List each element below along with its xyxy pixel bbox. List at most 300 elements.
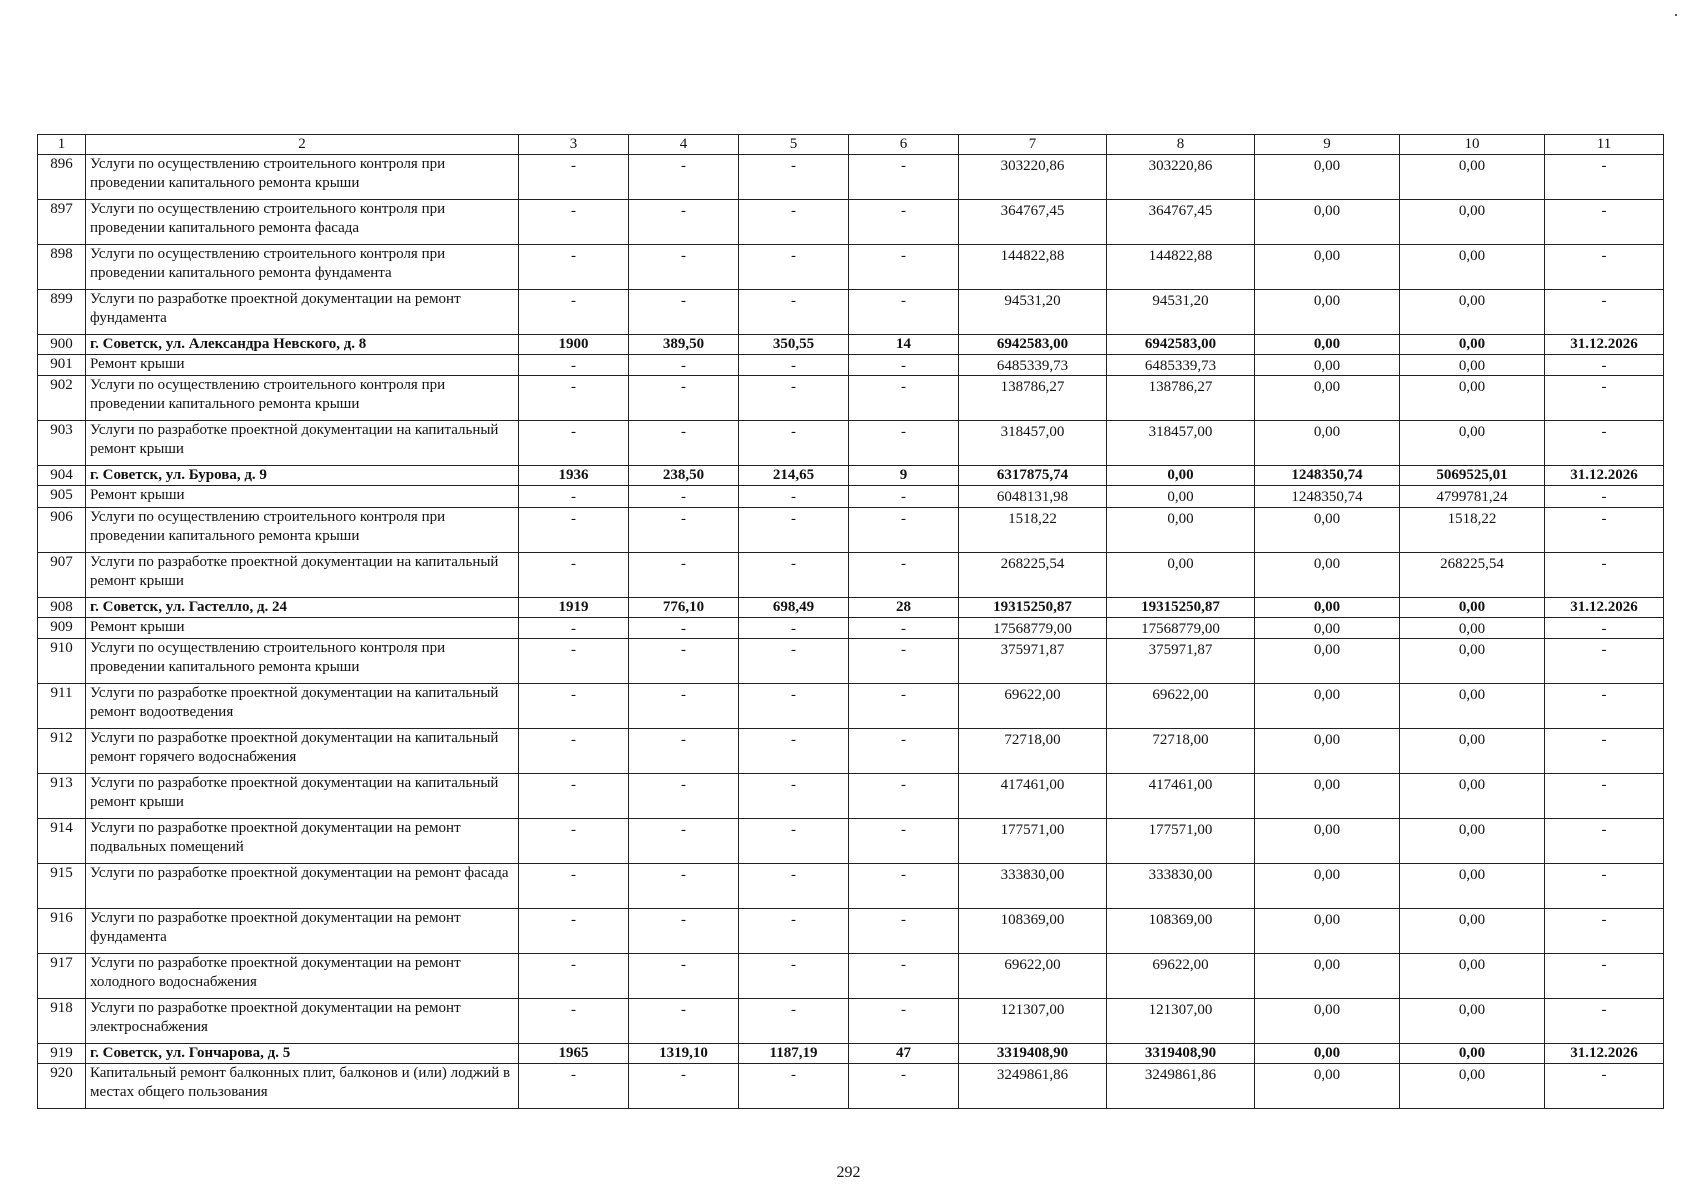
cell-col-3: -	[519, 729, 629, 774]
cell-col-7: 303220,86	[959, 154, 1107, 199]
cell-col-10: 0,00	[1400, 244, 1545, 289]
cell-col-4: -	[629, 376, 739, 421]
table-row	[38, 909, 1664, 954]
cell-row-number: 916	[38, 909, 86, 954]
cell-col-7: 3249861,86	[959, 1064, 1107, 1109]
cell-row-number: 911	[38, 684, 86, 729]
cell-col-9: 0,00	[1255, 334, 1400, 354]
table-row	[38, 244, 1664, 289]
cell-col-7: 177571,00	[959, 819, 1107, 864]
cell-work-description: Услуги по разработке проектной документации на ремонт фундамента	[86, 909, 519, 954]
cell-col-5: -	[739, 864, 849, 909]
cell-col-11: -	[1545, 376, 1664, 421]
cell-row-number: 901	[38, 354, 86, 376]
cell-col-5: -	[739, 552, 849, 597]
cell-col-11: -	[1545, 244, 1664, 289]
cell-work-description: Услуги по осуществлению строительного контроля при проведении капитального ремонта фундамента	[86, 244, 519, 289]
cell-col-9: 0,00	[1255, 729, 1400, 774]
cell-col-7: 364767,45	[959, 199, 1107, 244]
cell-col-3: -	[519, 199, 629, 244]
cell-col-11: -	[1545, 486, 1664, 508]
header-work-description: 2	[86, 135, 519, 155]
cell-col-8: 3249861,86	[1107, 1064, 1255, 1109]
cell-col-7: 417461,00	[959, 774, 1107, 819]
cell-col-8: 333830,00	[1107, 864, 1255, 909]
cell-col-8: 6485339,73	[1107, 354, 1255, 376]
table-row	[38, 774, 1664, 819]
cell-col-11: -	[1545, 617, 1664, 639]
cell-col-10: 5069525,01	[1400, 466, 1545, 486]
cell-col-4: -	[629, 289, 739, 334]
header-col-10: 10	[1400, 135, 1545, 155]
cell-col-4: -	[629, 954, 739, 999]
cell-col-8: 3319408,90	[1107, 1044, 1255, 1064]
cell-col-3: -	[519, 954, 629, 999]
cell-work-description: Услуги по разработке проектной документации на капитальный ремонт крыши	[86, 421, 519, 466]
cell-col-3: -	[519, 289, 629, 334]
cell-col-5: -	[739, 289, 849, 334]
cell-work-description: Услуги по осуществлению строительного контроля при проведении капитального ремонта крыши	[86, 154, 519, 199]
cell-col-10: 0,00	[1400, 354, 1545, 376]
cell-col-9: 0,00	[1255, 954, 1400, 999]
cell-col-3: -	[519, 909, 629, 954]
header-col-4: 4	[629, 135, 739, 155]
cell-col-4: -	[629, 552, 739, 597]
cell-col-6: -	[849, 376, 959, 421]
cell-col-4: 776,10	[629, 597, 739, 617]
cell-col-3: 1900	[519, 334, 629, 354]
cell-row-number: 912	[38, 729, 86, 774]
cell-col-3: -	[519, 999, 629, 1044]
cell-col-6: -	[849, 999, 959, 1044]
cell-col-8: 0,00	[1107, 507, 1255, 552]
cell-col-10: 0,00	[1400, 1064, 1545, 1109]
cell-col-5: -	[739, 774, 849, 819]
table-row	[38, 507, 1664, 552]
cell-col-4: -	[629, 507, 739, 552]
cell-col-8: 417461,00	[1107, 774, 1255, 819]
cell-col-5: -	[739, 729, 849, 774]
cell-col-5: 698,49	[739, 597, 849, 617]
cell-col-8: 69622,00	[1107, 684, 1255, 729]
cell-col-8: 375971,87	[1107, 639, 1255, 684]
cell-col-11: 31.12.2026	[1545, 1044, 1664, 1064]
cell-col-11: 31.12.2026	[1545, 466, 1664, 486]
cell-work-description: Ремонт крыши	[86, 486, 519, 508]
cell-col-8: 138786,27	[1107, 376, 1255, 421]
cell-col-11: -	[1545, 507, 1664, 552]
cell-work-description: Услуги по разработке проектной документации на ремонт электроснабжения	[86, 999, 519, 1044]
cell-col-11: -	[1545, 864, 1664, 909]
cell-col-4: -	[629, 486, 739, 508]
cell-col-9: 0,00	[1255, 684, 1400, 729]
cell-col-5: -	[739, 244, 849, 289]
cell-row-number: 898	[38, 244, 86, 289]
cell-col-9: 0,00	[1255, 199, 1400, 244]
cell-col-7: 268225,54	[959, 552, 1107, 597]
cell-col-7: 6942583,00	[959, 334, 1107, 354]
cell-col-11: 31.12.2026	[1545, 334, 1664, 354]
header-col-7: 7	[959, 135, 1107, 155]
address-row	[38, 334, 1664, 354]
cell-col-9: 1248350,74	[1255, 486, 1400, 508]
cell-col-3: -	[519, 1064, 629, 1109]
cell-col-6: -	[849, 819, 959, 864]
cell-col-6: -	[849, 507, 959, 552]
cell-col-9: 0,00	[1255, 507, 1400, 552]
cell-col-10: 0,00	[1400, 774, 1545, 819]
header-col-3: 3	[519, 135, 629, 155]
cell-col-7: 318457,00	[959, 421, 1107, 466]
cell-col-11: -	[1545, 954, 1664, 999]
header-row-number: 1	[38, 135, 86, 155]
cell-row-number: 913	[38, 774, 86, 819]
table-row	[38, 552, 1664, 597]
cell-col-11: -	[1545, 552, 1664, 597]
cell-col-10: 0,00	[1400, 421, 1545, 466]
cell-col-4: -	[629, 729, 739, 774]
header-col-11: 11	[1545, 135, 1664, 155]
cell-row-number: 919	[38, 1044, 86, 1064]
cell-work-description: г. Советск, ул. Гастелло, д. 24	[86, 597, 519, 617]
cell-row-number: 908	[38, 597, 86, 617]
cell-col-5: -	[739, 354, 849, 376]
header-col-8: 8	[1107, 135, 1255, 155]
cell-col-3: -	[519, 354, 629, 376]
cell-work-description: г. Советск, ул. Гончарова, д. 5	[86, 1044, 519, 1064]
cell-col-3: -	[519, 552, 629, 597]
cell-col-6: -	[849, 199, 959, 244]
cell-col-4: -	[629, 639, 739, 684]
cell-work-description: Услуги по осуществлению строительного контроля при проведении капитального ремонта фасада	[86, 199, 519, 244]
cell-row-number: 907	[38, 552, 86, 597]
cell-col-11: 31.12.2026	[1545, 597, 1664, 617]
cell-col-6: -	[849, 421, 959, 466]
cell-row-number: 905	[38, 486, 86, 508]
cell-col-8: 69622,00	[1107, 954, 1255, 999]
cell-col-9: 0,00	[1255, 909, 1400, 954]
cell-col-11: -	[1545, 684, 1664, 729]
header-col-6: 6	[849, 135, 959, 155]
cell-col-4: 389,50	[629, 334, 739, 354]
cell-col-7: 19315250,87	[959, 597, 1107, 617]
cell-col-4: -	[629, 684, 739, 729]
cell-col-10: 0,00	[1400, 954, 1545, 999]
cell-row-number: 914	[38, 819, 86, 864]
cell-work-description: Услуги по осуществлению строительного контроля при проведении капитального ремонта крыши	[86, 639, 519, 684]
cell-col-7: 17568779,00	[959, 617, 1107, 639]
cell-col-10: 0,00	[1400, 289, 1545, 334]
table-row	[38, 421, 1664, 466]
cell-col-7: 138786,27	[959, 376, 1107, 421]
cell-col-9: 0,00	[1255, 421, 1400, 466]
cell-col-6: -	[849, 289, 959, 334]
cell-col-7: 121307,00	[959, 999, 1107, 1044]
cell-col-6: -	[849, 154, 959, 199]
cell-col-6: -	[849, 909, 959, 954]
cell-col-7: 6048131,98	[959, 486, 1107, 508]
cell-col-5: 214,65	[739, 466, 849, 486]
cell-col-6: -	[849, 864, 959, 909]
cell-col-4: -	[629, 244, 739, 289]
cell-col-3: 1965	[519, 1044, 629, 1064]
cell-col-5: -	[739, 684, 849, 729]
table-row	[38, 354, 1664, 376]
address-row	[38, 1044, 1664, 1064]
cell-col-3: -	[519, 617, 629, 639]
cell-col-11: -	[1545, 154, 1664, 199]
cell-col-10: 0,00	[1400, 999, 1545, 1044]
cell-col-9: 0,00	[1255, 639, 1400, 684]
cell-col-6: -	[849, 954, 959, 999]
cell-work-description: Услуги по разработке проектной документации на ремонт фасада	[86, 864, 519, 909]
table-row	[38, 729, 1664, 774]
cell-col-4: -	[629, 999, 739, 1044]
cell-col-11: -	[1545, 999, 1664, 1044]
table-row	[38, 684, 1664, 729]
cell-work-description: Услуги по разработке проектной документации на ремонт фундамента	[86, 289, 519, 334]
cell-col-7: 6317875,74	[959, 466, 1107, 486]
table-row	[38, 376, 1664, 421]
cell-col-5: 350,55	[739, 334, 849, 354]
cell-row-number: 897	[38, 199, 86, 244]
cell-col-4: -	[629, 774, 739, 819]
cell-col-6: -	[849, 244, 959, 289]
cell-col-10: 0,00	[1400, 154, 1545, 199]
cell-col-3: -	[519, 774, 629, 819]
scan-mark	[1675, 14, 1677, 16]
table-row	[38, 154, 1664, 199]
cell-col-6: 14	[849, 334, 959, 354]
header-col-9: 9	[1255, 135, 1400, 155]
cell-work-description: Ремонт крыши	[86, 354, 519, 376]
cell-col-9: 0,00	[1255, 597, 1400, 617]
cell-col-10: 0,00	[1400, 1044, 1545, 1064]
cell-row-number: 909	[38, 617, 86, 639]
cell-work-description: Услуги по разработке проектной документации на капитальный ремонт водоотведения	[86, 684, 519, 729]
table-row	[38, 199, 1664, 244]
cell-col-7: 108369,00	[959, 909, 1107, 954]
cell-col-8: 6942583,00	[1107, 334, 1255, 354]
cell-col-3: -	[519, 819, 629, 864]
cell-col-7: 144822,88	[959, 244, 1107, 289]
cell-col-8: 177571,00	[1107, 819, 1255, 864]
table-row	[38, 617, 1664, 639]
cell-col-8: 121307,00	[1107, 999, 1255, 1044]
table-row	[38, 639, 1664, 684]
cell-col-9: 0,00	[1255, 617, 1400, 639]
cell-work-description: Услуги по разработке проектной документации на ремонт холодного водоснабжения	[86, 954, 519, 999]
cell-col-7: 72718,00	[959, 729, 1107, 774]
cell-col-10: 0,00	[1400, 376, 1545, 421]
cell-col-9: 0,00	[1255, 354, 1400, 376]
address-row	[38, 597, 1664, 617]
cell-col-8: 0,00	[1107, 486, 1255, 508]
table-row	[38, 1064, 1664, 1109]
cell-col-8: 318457,00	[1107, 421, 1255, 466]
cell-col-3: -	[519, 154, 629, 199]
cell-row-number: 918	[38, 999, 86, 1044]
cell-col-3: -	[519, 244, 629, 289]
cell-col-9: 0,00	[1255, 819, 1400, 864]
page-number: 292	[836, 1164, 861, 1181]
cell-col-10: 4799781,24	[1400, 486, 1545, 508]
cell-col-7: 333830,00	[959, 864, 1107, 909]
cell-col-3: -	[519, 864, 629, 909]
cell-col-7: 3319408,90	[959, 1044, 1107, 1064]
cell-col-8: 0,00	[1107, 466, 1255, 486]
cell-row-number: 920	[38, 1064, 86, 1109]
cell-col-10: 0,00	[1400, 729, 1545, 774]
cell-col-6: 47	[849, 1044, 959, 1064]
cell-col-11: -	[1545, 421, 1664, 466]
cell-col-3: -	[519, 486, 629, 508]
repair-program-table	[37, 134, 1664, 1109]
cell-work-description: Услуги по разработке проектной документации на капитальный ремонт крыши	[86, 552, 519, 597]
cell-col-9: 0,00	[1255, 289, 1400, 334]
cell-col-10: 0,00	[1400, 199, 1545, 244]
table-header-row	[38, 135, 1664, 155]
cell-col-9: 0,00	[1255, 999, 1400, 1044]
cell-work-description: г. Советск, ул. Бурова, д. 9	[86, 466, 519, 486]
cell-col-6: -	[849, 729, 959, 774]
cell-row-number: 906	[38, 507, 86, 552]
cell-col-5: -	[739, 954, 849, 999]
cell-col-6: -	[849, 774, 959, 819]
cell-col-5: -	[739, 1064, 849, 1109]
cell-col-7: 69622,00	[959, 954, 1107, 999]
cell-col-10: 268225,54	[1400, 552, 1545, 597]
cell-col-5: -	[739, 909, 849, 954]
cell-col-10: 0,00	[1400, 617, 1545, 639]
cell-row-number: 902	[38, 376, 86, 421]
cell-col-10: 1518,22	[1400, 507, 1545, 552]
cell-row-number: 899	[38, 289, 86, 334]
cell-col-8: 0,00	[1107, 552, 1255, 597]
cell-col-11: -	[1545, 289, 1664, 334]
cell-col-8: 72718,00	[1107, 729, 1255, 774]
cell-col-10: 0,00	[1400, 334, 1545, 354]
cell-col-6: -	[849, 552, 959, 597]
cell-col-3: -	[519, 376, 629, 421]
cell-col-11: -	[1545, 774, 1664, 819]
cell-col-11: -	[1545, 729, 1664, 774]
cell-work-description: г. Советск, ул. Александра Невского, д. 8	[86, 334, 519, 354]
cell-col-4: -	[629, 617, 739, 639]
cell-col-6: -	[849, 486, 959, 508]
cell-col-9: 1248350,74	[1255, 466, 1400, 486]
cell-col-5: -	[739, 154, 849, 199]
cell-col-10: 0,00	[1400, 639, 1545, 684]
cell-work-description: Ремонт крыши	[86, 617, 519, 639]
cell-col-10: 0,00	[1400, 597, 1545, 617]
cell-col-10: 0,00	[1400, 684, 1545, 729]
cell-col-5: -	[739, 486, 849, 508]
cell-col-6: -	[849, 354, 959, 376]
cell-col-9: 0,00	[1255, 244, 1400, 289]
cell-col-6: -	[849, 1064, 959, 1109]
cell-row-number: 904	[38, 466, 86, 486]
cell-col-4: -	[629, 864, 739, 909]
cell-col-5: -	[739, 639, 849, 684]
cell-col-9: 0,00	[1255, 774, 1400, 819]
cell-col-8: 144822,88	[1107, 244, 1255, 289]
cell-col-7: 375971,87	[959, 639, 1107, 684]
cell-col-9: 0,00	[1255, 1044, 1400, 1064]
cell-col-4: -	[629, 354, 739, 376]
cell-col-4: -	[629, 154, 739, 199]
cell-col-11: -	[1545, 199, 1664, 244]
cell-row-number: 915	[38, 864, 86, 909]
cell-col-5: -	[739, 376, 849, 421]
cell-work-description: Капитальный ремонт балконных плит, балконов и (или) лоджий в местах общего пользования	[86, 1064, 519, 1109]
cell-col-4: -	[629, 421, 739, 466]
table-row	[38, 999, 1664, 1044]
cell-col-4: -	[629, 199, 739, 244]
cell-col-8: 94531,20	[1107, 289, 1255, 334]
cell-work-description: Услуги по разработке проектной документации на капитальный ремонт крыши	[86, 774, 519, 819]
cell-col-3: 1936	[519, 466, 629, 486]
cell-col-7: 1518,22	[959, 507, 1107, 552]
cell-col-8: 364767,45	[1107, 199, 1255, 244]
cell-work-description: Услуги по осуществлению строительного контроля при проведении капитального ремонта крыши	[86, 507, 519, 552]
cell-col-11: -	[1545, 819, 1664, 864]
header-col-5: 5	[739, 135, 849, 155]
cell-col-8: 17568779,00	[1107, 617, 1255, 639]
cell-col-3: -	[519, 421, 629, 466]
cell-col-4: 1319,10	[629, 1044, 739, 1064]
cell-col-4: -	[629, 819, 739, 864]
table-row	[38, 289, 1664, 334]
cell-col-11: -	[1545, 1064, 1664, 1109]
cell-col-6: 9	[849, 466, 959, 486]
cell-row-number: 900	[38, 334, 86, 354]
cell-col-6: -	[849, 639, 959, 684]
cell-col-5: -	[739, 819, 849, 864]
cell-col-10: 0,00	[1400, 819, 1545, 864]
cell-col-10: 0,00	[1400, 909, 1545, 954]
cell-work-description: Услуги по осуществлению строительного контроля при проведении капитального ремонта крыши	[86, 376, 519, 421]
cell-col-11: -	[1545, 354, 1664, 376]
cell-col-5: -	[739, 999, 849, 1044]
cell-col-3: 1919	[519, 597, 629, 617]
cell-col-7: 6485339,73	[959, 354, 1107, 376]
cell-col-5: 1187,19	[739, 1044, 849, 1064]
address-row	[38, 466, 1664, 486]
cell-col-9: 0,00	[1255, 376, 1400, 421]
cell-col-10: 0,00	[1400, 864, 1545, 909]
cell-col-5: -	[739, 507, 849, 552]
cell-work-description: Услуги по разработке проектной документации на капитальный ремонт горячего водоснабжения	[86, 729, 519, 774]
cell-col-5: -	[739, 617, 849, 639]
table-row	[38, 819, 1664, 864]
cell-col-3: -	[519, 684, 629, 729]
cell-row-number: 896	[38, 154, 86, 199]
cell-col-9: 0,00	[1255, 864, 1400, 909]
table-row	[38, 954, 1664, 999]
cell-col-4: -	[629, 909, 739, 954]
cell-col-4: -	[629, 1064, 739, 1109]
cell-col-8: 303220,86	[1107, 154, 1255, 199]
cell-col-3: -	[519, 507, 629, 552]
cell-col-6: 28	[849, 597, 959, 617]
cell-col-9: 0,00	[1255, 1064, 1400, 1109]
cell-col-9: 0,00	[1255, 154, 1400, 199]
cell-col-5: -	[739, 421, 849, 466]
cell-col-11: -	[1545, 909, 1664, 954]
cell-col-5: -	[739, 199, 849, 244]
cell-row-number: 917	[38, 954, 86, 999]
